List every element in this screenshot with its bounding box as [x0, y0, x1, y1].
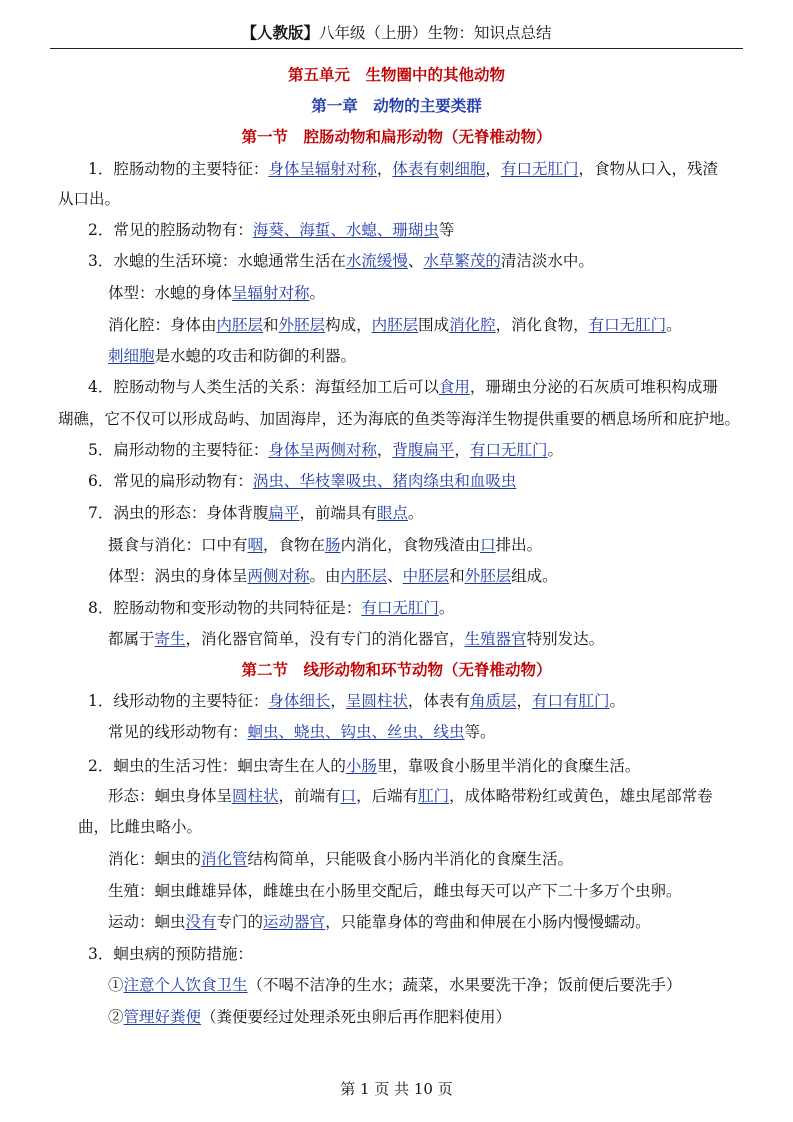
- text-run: 里，靠吸食小肠里半消化的食糜生活。: [376, 757, 641, 775]
- key-term: 口: [340, 787, 357, 805]
- key-term: 海葵、海蜇、水螅、珊瑚虫: [252, 221, 439, 239]
- text-run: 构成，: [325, 316, 372, 334]
- text-line: [58, 408, 739, 430]
- key-term: 两侧对称: [247, 567, 310, 585]
- key-term: 扁平: [268, 504, 300, 522]
- text-run: 等: [438, 221, 455, 239]
- text-line: [58, 597, 739, 619]
- text-line: [58, 628, 739, 650]
- text-line: [58, 911, 739, 933]
- text-run: ，消化食物，: [495, 316, 589, 334]
- key-term: 眼点: [376, 504, 408, 522]
- text-run: 、: [407, 252, 424, 270]
- key-term: 身体呈辐射对称: [268, 160, 377, 178]
- text-run: 生殖：蛔虫雌雄异体，雌雄虫在小肠里交配后，雌虫每天可以产下二十多万个虫卵。: [108, 882, 682, 900]
- text-run: ，珊瑚虫分泌的石灰质可堆积构成珊: [469, 378, 718, 396]
- text-run: ，前端有: [278, 787, 341, 805]
- text-run: ，成体略带粉红或黄色，雄虫尾部常卷: [449, 787, 713, 805]
- text-run: 、: [387, 567, 403, 585]
- text-line: [58, 848, 739, 870]
- text-line: [58, 943, 739, 965]
- unit-title: 第五单元 生物圈中的其他动物: [287, 65, 505, 84]
- key-term: 肠: [325, 536, 341, 554]
- text-run: 和: [449, 567, 465, 585]
- text-run: 1．线形动物的主要特征：: [88, 692, 269, 710]
- text-run: 。: [666, 316, 682, 334]
- text-run: 1．腔肠动物的主要特征：: [88, 160, 269, 178]
- text-run: ，体表有: [407, 692, 470, 710]
- text-line: [58, 816, 739, 838]
- key-term: 注意个人饮食卫生: [123, 976, 248, 994]
- text-run: 结构简单，只能吸食小肠内半消化的食糜生活。: [247, 850, 574, 868]
- text-run: ，: [454, 441, 470, 459]
- key-term: 生殖器官: [464, 630, 527, 648]
- text-line: [58, 755, 739, 777]
- key-term: 呈圆柱状: [345, 692, 408, 710]
- text-line: [58, 345, 739, 367]
- text-run: 曲，比雌虫略小。: [78, 818, 203, 836]
- text-line: [58, 282, 739, 304]
- text-run: 消化：蛔虫的: [108, 850, 202, 868]
- page-footer: 第 1 页 共 10 页: [340, 1080, 453, 1098]
- key-term: 水草繁茂的: [423, 252, 501, 270]
- key-term: 中胚层: [402, 567, 450, 585]
- key-term: 小肠: [345, 757, 377, 775]
- text-run: 3．水螅的生活环境：水螅通常生活在: [88, 252, 346, 270]
- text-line: [58, 250, 739, 272]
- key-term: 水流缓慢: [345, 252, 408, 270]
- text-run: 。由: [309, 567, 341, 585]
- key-term: 身体呈两侧对称: [268, 441, 377, 459]
- text-line: [58, 188, 739, 210]
- key-term: 身体细长: [268, 692, 331, 710]
- key-term: 口: [480, 536, 496, 554]
- text-run: ，后端有: [356, 787, 419, 805]
- text-run: 8．腔肠动物和变形动物的共同特征是：: [88, 599, 362, 617]
- text-run: ①: [108, 976, 124, 994]
- key-term: 蛔虫、蛲虫、钩虫、丝虫、线虫: [247, 723, 465, 741]
- page-header: [50, 18, 743, 49]
- text-run: 内消化，食物残渣由: [340, 536, 481, 554]
- text-line: [58, 376, 739, 398]
- key-term: 角质层: [469, 692, 517, 710]
- text-line: [58, 785, 739, 807]
- text-run: 是水螅的攻击和防御的利器。: [154, 347, 357, 365]
- text-run: 体型：水螅的身体: [108, 284, 233, 302]
- text-line: [58, 439, 739, 461]
- text-run: 消化腔：身体由: [108, 316, 217, 334]
- text-run: 等。: [464, 723, 496, 741]
- section2-title: 第二节 线形动物和环节动物（无脊椎动物）: [241, 660, 552, 679]
- text-line: [58, 158, 739, 180]
- text-run: ②: [108, 1008, 124, 1026]
- text-run: ，: [516, 692, 532, 710]
- key-term: 刺细胞: [108, 347, 155, 365]
- text-run: （不喝不洁净的生水；蔬菜，水果要洗干净；饭前便后要洗手）: [247, 976, 682, 994]
- text-run: ，只能靠身体的弯曲和伸展在小肠内慢慢蠕动。: [325, 913, 651, 931]
- text-line: [58, 690, 739, 712]
- text-line: [58, 565, 739, 587]
- key-term: 咽: [247, 536, 264, 554]
- text-run: 常见的线形动物有：: [108, 723, 248, 741]
- key-term: 消化腔: [449, 316, 496, 334]
- key-term: 运动器官: [263, 913, 326, 931]
- text-run: 排出。: [495, 536, 543, 554]
- text-run: ，前端具有: [299, 504, 377, 522]
- text-run: ，: [330, 692, 346, 710]
- text-run: 6．常见的扁形动物有：: [88, 472, 253, 490]
- header-title: 八年级（上册）生物：知识点总结: [319, 24, 552, 42]
- section1-title: 第一节 腔肠动物和扁形动物（无脊椎动物）: [241, 127, 552, 146]
- text-run: 瑚礁，它不仅可以形成岛屿、加固海岸，还为海底的鱼类等海洋生物提供重要的栖息场所和庇护地。: [58, 410, 741, 428]
- text-run: 3．蛔虫病的预防措施：: [88, 945, 253, 963]
- key-term: 有口无肛门: [469, 441, 548, 459]
- text-line: [58, 502, 739, 524]
- text-run: 2．常见的腔肠动物有：: [88, 221, 253, 239]
- header-edition: 【人教版】: [241, 23, 319, 42]
- text-run: 都属于: [108, 630, 155, 648]
- text-run: ，消化器官简单，没有专门的消化器官，: [185, 630, 465, 648]
- key-term: 圆柱状: [232, 787, 279, 805]
- key-term: 管理好粪便: [123, 1008, 202, 1026]
- text-run: （粪便要经过处理杀死虫卵后再作肥料使用）: [201, 1008, 512, 1026]
- text-run: 和: [263, 316, 279, 334]
- text-run: 7．涡虫的形态：身体背腹: [88, 504, 269, 522]
- text-line: [58, 721, 739, 743]
- text-run: ，食物从口入，残渣: [578, 160, 718, 178]
- text-line: [58, 219, 739, 241]
- key-term: 没有: [185, 913, 217, 931]
- text-line: [58, 880, 739, 902]
- text-line: [58, 470, 739, 492]
- text-run: ，食物在: [263, 536, 326, 554]
- text-line: [58, 314, 739, 336]
- text-run: ，: [376, 160, 393, 178]
- text-line: [58, 974, 739, 996]
- text-run: 从口出。: [58, 190, 121, 208]
- text-run: 形态：蛔虫身体呈: [108, 787, 233, 805]
- key-term: 食用: [438, 378, 470, 396]
- text-run: 。: [407, 504, 424, 522]
- text-line: [58, 1006, 739, 1028]
- key-term: 肛门: [418, 787, 450, 805]
- key-term: 寄生: [154, 630, 186, 648]
- key-term: 体表有刺细胞: [392, 160, 486, 178]
- key-term: 有口无肛门: [588, 316, 667, 334]
- key-term: 有口无肛门: [500, 160, 579, 178]
- key-term: 背腹扁平: [392, 441, 455, 459]
- text-run: 围成: [418, 316, 450, 334]
- key-term: 涡虫、华枝睾吸虫、猪肉绦虫和血吸虫: [252, 472, 517, 490]
- text-run: 。: [309, 284, 326, 302]
- text-run: 组成。: [511, 567, 558, 585]
- text-run: 特别发达。: [526, 630, 605, 648]
- key-term: 有口无肛门: [361, 599, 439, 617]
- text-run: 4．腔肠动物与人类生活的关系：海蜇经加工后可以: [88, 378, 439, 396]
- text-line: [58, 534, 739, 556]
- text-run: 运动：蛔虫: [108, 913, 186, 931]
- text-run: 。: [609, 692, 625, 710]
- chapter-title: 第一章 动物的主要类群: [311, 96, 482, 115]
- text-run: 专门的: [216, 913, 264, 931]
- key-term: 内胚层: [340, 567, 388, 585]
- key-term: 消化管: [201, 850, 248, 868]
- text-run: 。: [438, 599, 455, 617]
- key-term: 内胚层: [216, 316, 264, 334]
- text-run: 体型：涡虫的身体呈: [108, 567, 248, 585]
- text-run: ，: [376, 441, 393, 459]
- text-run: 。: [547, 441, 563, 459]
- text-run: 摄食与消化：口中有: [108, 536, 248, 554]
- text-run: 5．扁形动物的主要特征：: [88, 441, 269, 459]
- text-run: 2．蛔虫的生活习性：蛔虫寄生在人的: [88, 757, 346, 775]
- text-run: ，: [485, 160, 501, 178]
- text-run: 清洁淡水中。: [500, 252, 594, 270]
- key-term: 外胚层: [278, 316, 326, 334]
- key-term: 有口有肛门: [531, 692, 610, 710]
- key-term: 内胚层: [371, 316, 419, 334]
- key-term: 外胚层: [464, 567, 512, 585]
- key-term: 呈辐射对称: [232, 284, 310, 302]
